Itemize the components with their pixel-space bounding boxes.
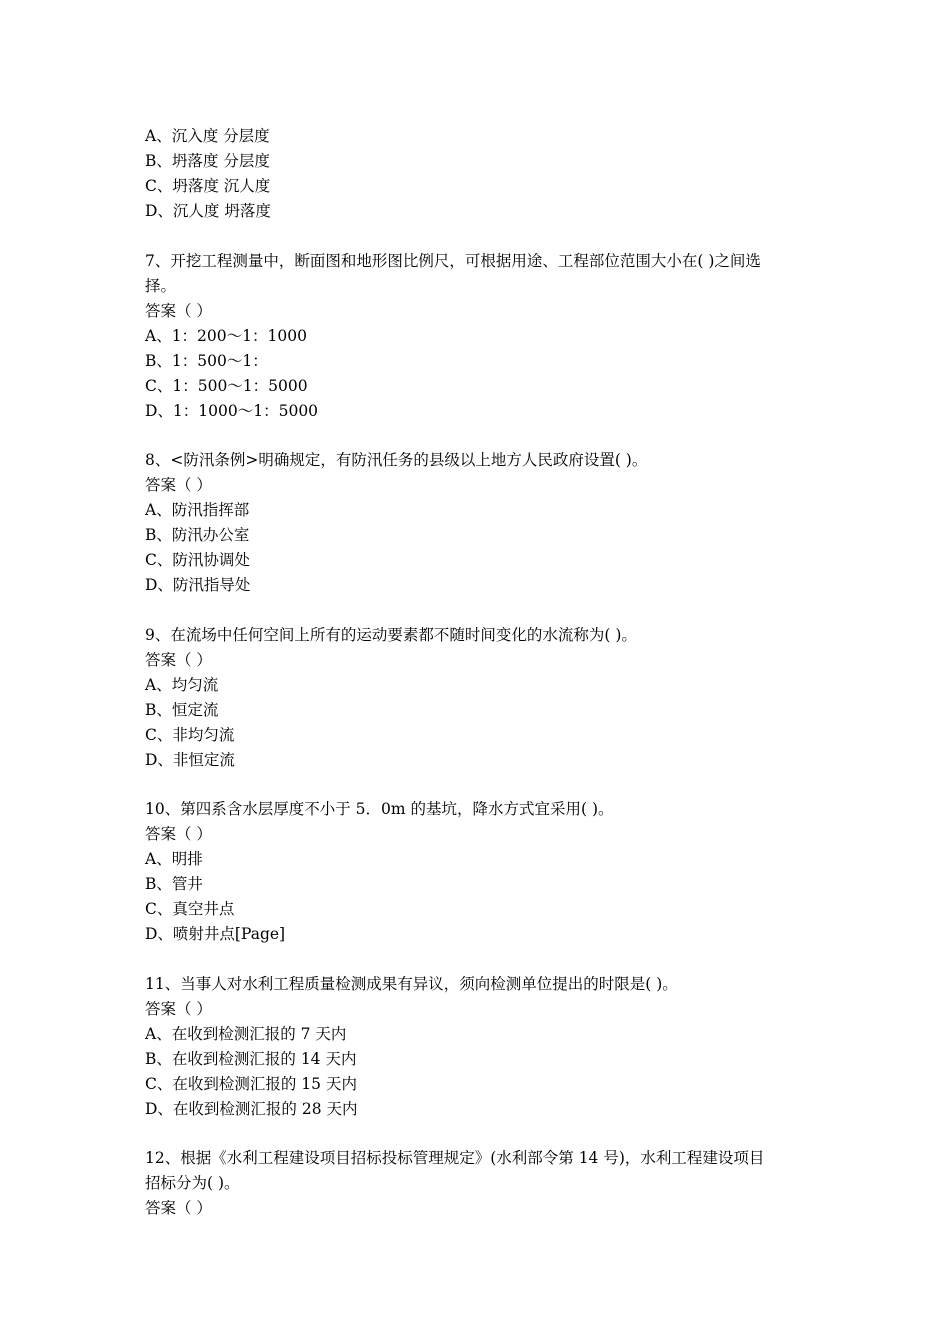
option-c: C、防汛协调处 [145,551,250,569]
option-a: A、1：200～1：1000 [145,326,307,345]
option-b: B、在收到检测汇报的 14 天内 [145,1049,357,1068]
answer-line: 答案（ ） [145,825,212,843]
question-stem-continued: 择。 [145,276,177,295]
option-d: D、在收到检测汇报的 28 天内 [145,1099,358,1118]
option-b: B、坍落度 分层度 [145,152,270,170]
option-b: B、管井 [145,875,203,893]
question-stem: 7、开挖工程测量中，断面图和地形图比例尺，可根据用途、工程部位范围大小在( )之间选 [145,251,761,270]
question-11 [145,972,825,1122]
question-stem: 10、第四系含水层厚度不小于 5．0m 的基坑，降水方式宜采用( )。 [145,800,614,818]
option-d: D、非恒定流 [145,750,235,769]
question-7 [145,249,825,424]
question-stem-continued: 招标分为( )。 [145,1174,240,1192]
option-d: D、喷射井点[Page] [145,925,286,943]
option-b: B、防汛办公室 [145,526,250,544]
option-b: B、1：500～1： [145,351,268,370]
answer-line: 答案（ ） [145,476,212,494]
option-c: C、真空井点 [145,900,235,918]
option-b: B、恒定流 [145,700,219,719]
document-page [145,124,825,1221]
question-9 [145,623,825,773]
option-d: D、1：1000～1：5000 [145,401,319,420]
answer-line: 答案（ ） [145,301,212,320]
question-stem: 11、当事人对水利工程质量检测成果有异议，须向检测单位提出的时限是( )。 [145,974,678,993]
option-a: A、均匀流 [145,675,219,694]
question-8 [145,448,825,598]
option-a: A、防汛指挥部 [145,501,250,519]
option-c: C、在收到检测汇报的 15 天内 [145,1074,357,1093]
answer-line: 答案（ ） [145,1199,212,1217]
option-c: C、非均匀流 [145,725,235,744]
question-stem: 9、在流场中任何空间上所有的运动要素都不随时间变化的水流称为( )。 [145,625,637,644]
question-6-options [145,124,825,224]
question-12 [145,1146,825,1221]
question-10 [145,797,825,947]
option-c: C、1：500～1：5000 [145,376,308,395]
option-d: D、沉人度 坍落度 [145,202,271,220]
question-stem: 12、根据《水利工程建设项目招标投标管理规定》(水利部令第 14 号)，水利工程建设项目 [145,1149,765,1167]
question-stem: 8、<防汛条例>明确规定，有防汛任务的县级以上地方人民政府设置( )。 [145,451,648,469]
option-a: A、明排 [145,850,203,868]
option-d: D、防汛指导处 [145,576,251,594]
option-a: A、沉入度 分层度 [145,127,270,145]
option-a: A、在收到检测汇报的 7 天内 [145,1024,347,1043]
answer-line: 答案（ ） [145,650,212,669]
option-c: C、坍落度 沉人度 [145,177,271,195]
answer-line: 答案（ ） [145,999,212,1018]
